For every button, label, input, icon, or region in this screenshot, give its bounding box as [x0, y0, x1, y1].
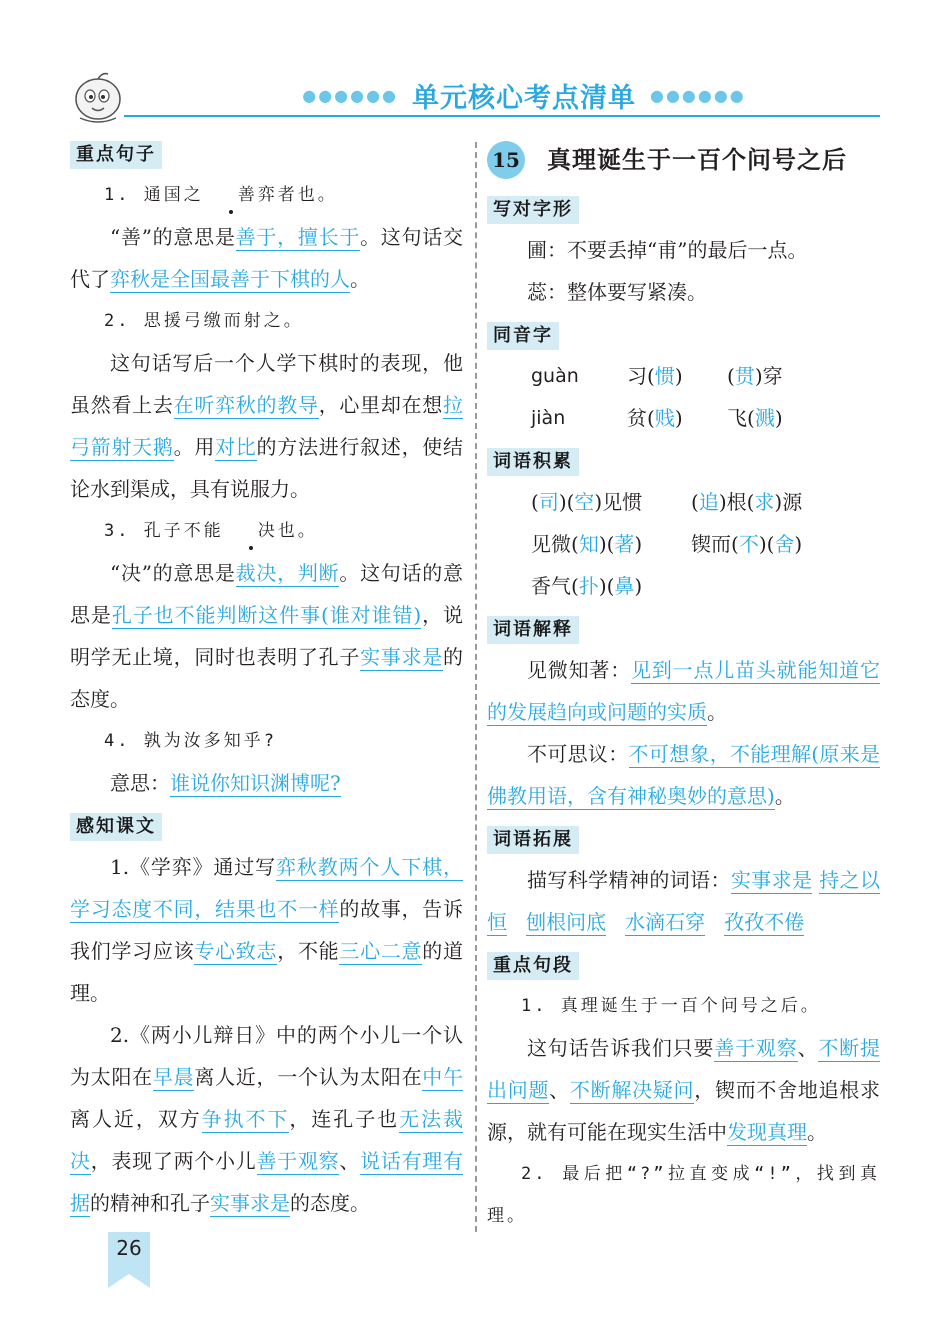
- section-tag-vocabulary: 词语积累: [487, 448, 579, 476]
- section-tag-text-perception: 感知课文: [70, 813, 162, 841]
- homophone-row-2: jiàn 贫(贱) 飞(溅): [487, 397, 880, 439]
- text-summary-2: 2.《两小儿辩日》中的两个小儿一个认为太阳在早晨离人近，一个认为太阳在中午离人近，双方争执不下，连孔子也无法裁决，表现了两个小儿善于观察、说话有理有据的精神和孔子实事求是的态度。: [70, 1023, 464, 1215]
- left-column: [70, 132, 463, 1224]
- answer-blank: 实事求是: [360, 645, 444, 669]
- header-rule: [124, 115, 880, 117]
- pinyin: guàn: [531, 365, 579, 387]
- answer-blank: 发现真理: [727, 1120, 807, 1144]
- homophone-row-1: guàn 习(惯) (贯)穿: [487, 355, 880, 397]
- explanation-4: 意思：谁说你知识渊博呢?: [110, 771, 341, 795]
- answer-blank: 专心致志: [194, 939, 278, 963]
- answer-blank: 说话有理有据: [70, 1149, 464, 1215]
- answer-blank: 不断解决疑问: [569, 1078, 695, 1102]
- right-column: [487, 137, 880, 1237]
- character-note-2: 蕊：整体要写紧凑。: [527, 280, 707, 304]
- key-sentence-4: 4. 孰为汝多知乎?: [104, 731, 277, 751]
- answer-blank: 善于观察: [256, 1149, 340, 1173]
- answer-blank: 孜孜不倦: [724, 910, 805, 934]
- section-tag-word-explanation: 词语解释: [487, 616, 579, 644]
- answer-blank: 争执不下: [201, 1107, 290, 1131]
- key-passage-explanation: 这句话告诉我们只要善于观察、不断提出问题、不断解决疑问，锲而不舍地追根求源，就有可能在现实生活中发现真理。: [487, 1036, 881, 1144]
- header-dots-right: ●●●●●●: [650, 86, 746, 105]
- answer-blank: 三心二意: [339, 939, 423, 963]
- idiom-row-3: 香气(扑)(鼻): [531, 574, 643, 598]
- answer-blank: 谁说你知识渊博呢?: [170, 771, 341, 795]
- lesson-heading: [487, 137, 880, 183]
- answer-char: 贱: [654, 406, 675, 430]
- answer-blank: 裁决，判断: [235, 561, 340, 585]
- section-tag-word-extension: 词语拓展: [487, 826, 579, 854]
- lesson-title: 真理诞生于一百个问号之后: [547, 146, 847, 174]
- answer-char: 贯: [734, 364, 755, 388]
- emphasis-dot-char: 决: [224, 510, 278, 552]
- answer-blank: 弈秋教两个人下棋，学习态度不同，结果也不一样: [70, 855, 463, 921]
- key-passage-2: 2. 最后把“?”拉直变成“!”，找到真理。: [487, 1164, 880, 1226]
- answer-blank: 刨根问底: [526, 910, 607, 934]
- answer-blank: 中午: [422, 1065, 464, 1089]
- lesson-number-badge: 15: [487, 141, 525, 179]
- answer-blank: 持之以恒: [487, 868, 880, 934]
- answer-char: 溅: [754, 406, 775, 430]
- section-tag-key-sentences: 重点句子: [70, 141, 162, 169]
- answer-blank: 拉弓箭射天鹅: [70, 393, 464, 459]
- answer-blank: 对比: [215, 435, 257, 459]
- answer-blank: 孔子也不能判断这件事(谁对谁错): [111, 603, 422, 627]
- pinyin: jiàn: [531, 407, 566, 429]
- emphasis-dot-char: 善: [204, 174, 258, 216]
- key-sentence-1: 1. 通国之 善弈者也。: [70, 174, 463, 216]
- idiom-row-2: 见微(知)(著) 锲而(不)(舍): [531, 532, 803, 556]
- explanation-1: “善”的意思是善于，擅长于。这句话交代了弈秋是全国最善于下棋的人。: [70, 225, 464, 291]
- key-passage-1: 1. 真理诞生于一百个问号之后。: [521, 996, 821, 1016]
- word-extension: 描写科学精神的词语：实事求是 持之以恒 刨根问底 水滴石穿 孜孜不倦: [487, 868, 880, 934]
- header-title: 单元核心考点清单: [412, 83, 636, 114]
- character-note-1: 圃：不要丢掉“甫”的最后一点。: [527, 238, 808, 262]
- answer-blank: 不可想象，不能理解(原来是佛教用语，含有神秘奥妙的意思): [487, 742, 880, 808]
- cartoon-mascot-icon: [68, 68, 128, 126]
- answer-blank: 早晨: [152, 1065, 195, 1089]
- explanation-3: “决”的意思是裁决，判断。这句话的意思是孔子也不能判断这件事(谁对谁错)，说明学无止境，同时也表明了孔子实事求是的态度。: [70, 561, 464, 711]
- page-header: [68, 68, 880, 128]
- text-summary-1: 1.《学弈》通过写弈秋教两个人下棋，学习态度不同，结果也不一样的故事，告诉我们学习应该专心致志，不能三心二意的道理。: [70, 855, 464, 1005]
- section-tag-character-form: 写对字形: [487, 196, 579, 224]
- answer-blank: 善于，擅长于: [235, 225, 361, 249]
- answer-blank: 无法裁决: [70, 1107, 464, 1173]
- answer-blank: 在听弈秋的教导: [173, 393, 319, 417]
- word-explanation-1: 见微知著：见到一点儿苗头就能知道它的发展趋向或问题的实质。: [487, 658, 880, 724]
- key-sentence-2: 2. 思援弓缴而射之。: [104, 311, 304, 331]
- answer-blank: 见到一点儿苗头就能知道它的发展趋向或问题的实质: [487, 658, 880, 724]
- section-tag-homophones: 同音字: [487, 322, 559, 350]
- header-dots-left: ●●●●●●: [302, 86, 398, 105]
- answer-blank: 弈秋是全国最善于下棋的人: [110, 267, 350, 291]
- header-title-wrap: [168, 76, 880, 115]
- answer-blank: 实事求是: [730, 868, 813, 892]
- explanation-2: 这句话写后一个人学下棋时的表现，他虽然看上去在听弈秋的教导，心里却在想拉弓箭射天鹅。用对比的方法进行叙述，使结论水到渠成，具有说服力。: [70, 351, 464, 501]
- column-divider: [475, 142, 477, 1232]
- key-sentence-3: 3. 孔子不能 决也。: [70, 510, 463, 552]
- section-tag-key-passages: 重点句段: [487, 952, 579, 980]
- word-explanation-2: 不可思议：不可想象，不能理解(原来是佛教用语，含有神秘奥妙的意思)。: [487, 742, 880, 808]
- answer-blank: 善于观察: [714, 1036, 798, 1060]
- page-number: 26: [116, 1236, 142, 1260]
- answer-blank: 实事求是: [210, 1191, 290, 1215]
- answer-blank: 不断提出问题: [487, 1036, 880, 1102]
- answer-blank: 水滴石穿: [625, 910, 706, 934]
- answer-char: 惯: [654, 364, 675, 388]
- idiom-row-1: (司)(空)见惯 (追)根(求)源: [531, 490, 803, 514]
